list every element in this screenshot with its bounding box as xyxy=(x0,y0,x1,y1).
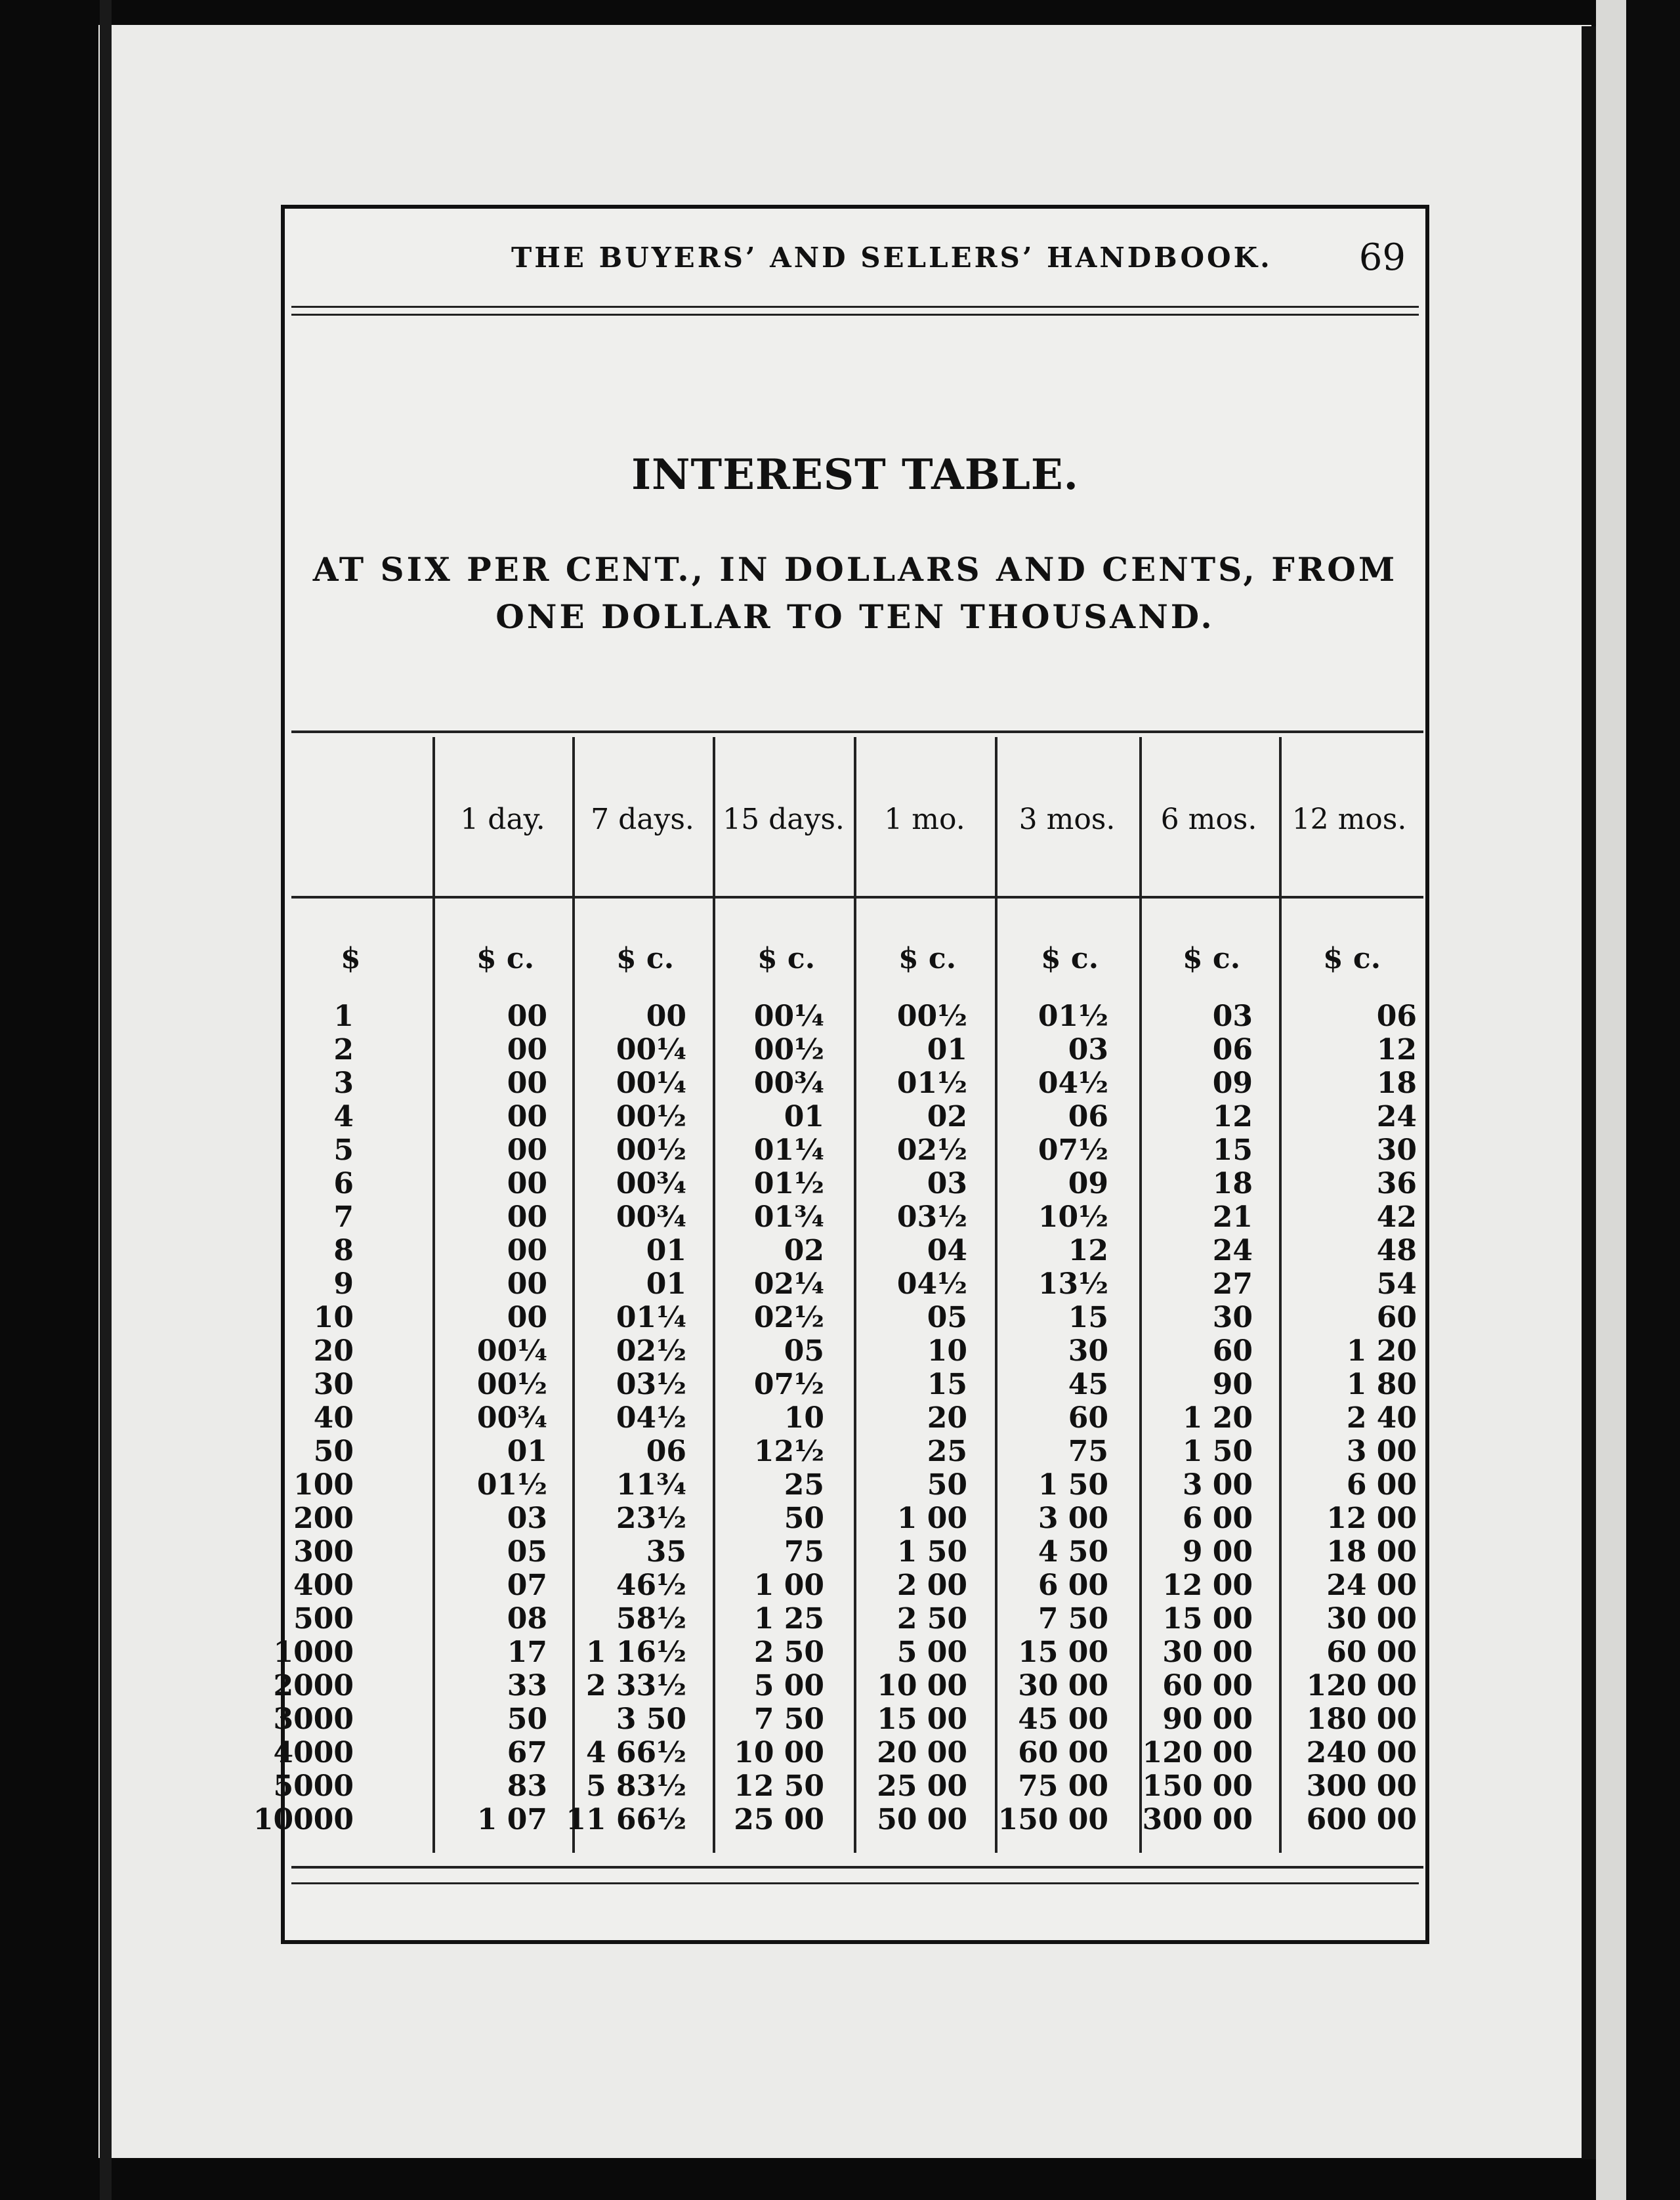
interest-cell: 00 xyxy=(646,1000,686,1033)
interest-cell: 150 00 xyxy=(998,1803,1108,1836)
interest-cell: 60 00 xyxy=(1162,1669,1253,1703)
interest-cell: 24 xyxy=(1212,1234,1253,1267)
interest-cell: 01 xyxy=(507,1435,547,1468)
principal-cell: 40 xyxy=(313,1401,354,1435)
interest-table xyxy=(253,730,1423,1869)
interest-cell: 12 xyxy=(1212,1100,1253,1133)
interest-cell: 1 00 xyxy=(753,1569,824,1602)
principal-cell: 5 xyxy=(333,1133,354,1167)
principal-cell: 1000 xyxy=(273,1636,354,1669)
interest-cell: 17 xyxy=(507,1636,547,1669)
interest-cell: 00 xyxy=(507,1200,547,1234)
interest-cell: 07½ xyxy=(753,1368,824,1401)
unit-label: $ c. xyxy=(616,942,675,975)
interest-cell: 1 50 xyxy=(896,1535,967,1569)
interest-cell: 04½ xyxy=(616,1401,686,1435)
interest-cell: 7 50 xyxy=(1038,1602,1108,1636)
interest-cell: 15 00 xyxy=(1018,1636,1108,1669)
page-edge xyxy=(1582,26,1596,2159)
interest-cell: 06 xyxy=(1212,1033,1253,1067)
interest-cell: 2 50 xyxy=(753,1636,824,1669)
column-header: 1 day. xyxy=(460,803,545,836)
header-rule xyxy=(291,306,1419,308)
book-spine xyxy=(100,0,112,2200)
interest-cell: 01½ xyxy=(753,1167,824,1200)
interest-cell: 6 00 xyxy=(1346,1468,1417,1502)
interest-cell: 05 xyxy=(784,1334,824,1368)
interest-cell: 67 xyxy=(507,1736,547,1769)
interest-cell: 15 xyxy=(1212,1133,1253,1167)
interest-cell: 300 00 xyxy=(1306,1769,1417,1803)
interest-cell: 50 00 xyxy=(877,1803,967,1836)
interest-cell: 20 00 xyxy=(877,1736,967,1769)
interest-cell: 2 50 xyxy=(896,1602,967,1636)
interest-cell: 01½ xyxy=(476,1468,547,1502)
interest-cell: 83 xyxy=(507,1769,547,1803)
running-header xyxy=(285,209,1425,301)
interest-cell: 1 07 xyxy=(476,1803,547,1836)
principal-cell: 50 xyxy=(313,1435,354,1468)
interest-cell: 01½ xyxy=(1038,1000,1108,1033)
interest-cell: 03 xyxy=(1068,1033,1108,1067)
interest-cell: 1 25 xyxy=(753,1602,824,1636)
interest-cell: 21 xyxy=(1212,1200,1253,1234)
interest-cell: 3 50 xyxy=(616,1703,686,1736)
interest-cell: 46½ xyxy=(616,1569,686,1602)
table-title: INTEREST TABLE. xyxy=(631,450,1079,499)
column-header: 1 mo. xyxy=(884,803,965,836)
interest-cell: 75 xyxy=(1068,1435,1108,1468)
principal-cell: 20 xyxy=(313,1334,354,1368)
interest-cell: 00 xyxy=(507,1033,547,1067)
interest-cell: 45 00 xyxy=(1018,1703,1108,1736)
interest-cell: 600 00 xyxy=(1306,1803,1417,1836)
interest-cell: 30 xyxy=(1212,1301,1253,1334)
unit-label: $ xyxy=(341,942,361,975)
principal-cell: 10000 xyxy=(253,1803,354,1836)
principal-cell: 500 xyxy=(293,1602,354,1636)
interest-cell: 1 16½ xyxy=(585,1636,686,1669)
table-header-rule xyxy=(291,896,1423,899)
interest-cell: 3 00 xyxy=(1182,1468,1253,1502)
interest-cell: 6 00 xyxy=(1182,1502,1253,1535)
interest-cell: 00½ xyxy=(753,1033,824,1067)
interest-cell: 07 xyxy=(507,1569,547,1602)
interest-cell: 04½ xyxy=(896,1267,967,1301)
interest-cell: 00 xyxy=(507,1167,547,1200)
unit-label: $ c. xyxy=(1041,942,1099,975)
principal-cell: 7 xyxy=(333,1200,354,1234)
principal-cell: 3000 xyxy=(273,1703,354,1736)
interest-cell: 300 00 xyxy=(1142,1803,1253,1836)
interest-cell: 02 xyxy=(784,1234,824,1267)
interest-cell: 03 xyxy=(507,1502,547,1535)
principal-cell: 100 xyxy=(293,1468,354,1502)
interest-cell: 4 66½ xyxy=(585,1736,686,1769)
interest-cell: 15 00 xyxy=(877,1703,967,1736)
interest-cell: 02½ xyxy=(753,1301,824,1334)
interest-cell: 3 00 xyxy=(1038,1502,1108,1535)
interest-cell: 01 xyxy=(646,1267,686,1301)
interest-cell: 05 xyxy=(927,1301,967,1334)
interest-cell: 02¼ xyxy=(753,1267,824,1301)
column-header: 12 mos. xyxy=(1292,803,1407,836)
interest-cell: 42 xyxy=(1376,1200,1417,1234)
column-header: 3 mos. xyxy=(1018,803,1116,836)
principal-cell: 30 xyxy=(313,1368,354,1401)
interest-cell: 00 xyxy=(507,1067,547,1100)
interest-cell: 00½ xyxy=(896,1000,967,1033)
interest-cell: 10 00 xyxy=(877,1669,967,1703)
interest-cell: 07½ xyxy=(1038,1133,1108,1167)
interest-cell: 75 xyxy=(784,1535,824,1569)
interest-cell: 2 00 xyxy=(896,1569,967,1602)
interest-cell: 20 xyxy=(927,1401,967,1435)
interest-cell: 5 00 xyxy=(753,1669,824,1703)
interest-cell: 120 00 xyxy=(1306,1669,1417,1703)
interest-cell: 25 00 xyxy=(734,1803,824,1836)
interest-cell: 01 xyxy=(784,1100,824,1133)
interest-cell: 24 00 xyxy=(1326,1569,1417,1602)
principal-cell: 4 xyxy=(333,1100,354,1133)
interest-cell: 30 00 xyxy=(1326,1602,1417,1636)
interest-cell: 75 00 xyxy=(1018,1769,1108,1803)
interest-cell: 09 xyxy=(1212,1067,1253,1100)
interest-cell: 35 xyxy=(646,1535,686,1569)
principal-cell: 3 xyxy=(333,1067,354,1100)
interest-cell: 1 50 xyxy=(1038,1468,1108,1502)
table-bottom-rule xyxy=(291,1866,1423,1869)
interest-cell: 00¼ xyxy=(616,1067,686,1100)
interest-cell: 240 00 xyxy=(1306,1736,1417,1769)
principal-cell: 2000 xyxy=(273,1669,354,1703)
interest-cell: 00¼ xyxy=(753,1000,824,1033)
page-number: 69 xyxy=(1358,236,1406,279)
interest-cell: 5 83½ xyxy=(585,1769,686,1803)
interest-cell: 00 xyxy=(507,1301,547,1334)
interest-cell: 33 xyxy=(507,1669,547,1703)
interest-cell: 90 xyxy=(1212,1368,1253,1401)
interest-cell: 50 xyxy=(784,1502,824,1535)
interest-cell: 12 xyxy=(1376,1033,1417,1067)
header-rule-double xyxy=(291,314,1419,316)
interest-cell: 50 xyxy=(507,1703,547,1736)
interest-cell: 05 xyxy=(507,1535,547,1569)
interest-cell: 00 xyxy=(507,1267,547,1301)
interest-cell: 08 xyxy=(507,1602,547,1636)
interest-cell: 7 50 xyxy=(753,1703,824,1736)
interest-cell: 60 00 xyxy=(1326,1636,1417,1669)
interest-cell: 06 xyxy=(1376,1000,1417,1033)
interest-cell: 10 00 xyxy=(734,1736,824,1769)
interest-cell: 02½ xyxy=(896,1133,967,1167)
principal-cell: 8 xyxy=(333,1234,354,1267)
interest-cell: 01¼ xyxy=(753,1133,824,1167)
interest-cell: 25 00 xyxy=(877,1769,967,1803)
interest-cell: 04 xyxy=(927,1234,967,1267)
column-header: 15 days. xyxy=(723,803,845,836)
interest-cell: 1 80 xyxy=(1346,1368,1417,1401)
interest-cell: 02 xyxy=(927,1100,967,1133)
page-frame xyxy=(253,205,1429,1944)
interest-cell: 13½ xyxy=(1038,1267,1108,1301)
unit-label: $ c. xyxy=(898,942,957,975)
unit-label: $ c. xyxy=(757,942,816,975)
interest-cell: 30 00 xyxy=(1018,1669,1108,1703)
interest-cell: 50 xyxy=(927,1468,967,1502)
interest-cell: 36 xyxy=(1376,1167,1417,1200)
running-title: THE BUYERS’ AND SELLERS’ HANDBOOK. xyxy=(511,242,1272,274)
principal-cell: 1 xyxy=(333,1000,354,1033)
interest-cell: 01¼ xyxy=(616,1301,686,1334)
interest-cell: 10½ xyxy=(1038,1200,1108,1234)
column-rule xyxy=(1279,737,1282,1853)
interest-cell: 30 00 xyxy=(1162,1636,1253,1669)
principal-cell: 10 xyxy=(313,1301,354,1334)
principal-cell: 6 xyxy=(333,1167,354,1200)
principal-cell: 200 xyxy=(293,1502,354,1535)
interest-cell: 30 xyxy=(1376,1133,1417,1167)
interest-cell: 00¾ xyxy=(476,1401,547,1435)
interest-cell: 01¾ xyxy=(753,1200,824,1234)
interest-cell: 00½ xyxy=(476,1368,547,1401)
interest-cell: 2 33½ xyxy=(585,1669,686,1703)
interest-cell: 4 50 xyxy=(1038,1535,1108,1569)
interest-cell: 06 xyxy=(646,1435,686,1468)
interest-cell: 12½ xyxy=(753,1435,824,1468)
interest-cell: 18 xyxy=(1212,1167,1253,1200)
principal-cell: 9 xyxy=(333,1267,354,1301)
interest-cell: 48 xyxy=(1376,1234,1417,1267)
interest-cell: 2 40 xyxy=(1346,1401,1417,1435)
interest-cell: 01 xyxy=(646,1234,686,1267)
interest-cell: 23½ xyxy=(616,1502,686,1535)
interest-cell: 3 00 xyxy=(1346,1435,1417,1468)
interest-cell: 02½ xyxy=(616,1334,686,1368)
interest-cell: 5 00 xyxy=(896,1636,967,1669)
column-header: 7 days. xyxy=(591,803,694,836)
column-header: 6 mos. xyxy=(1160,803,1257,836)
interest-cell: 30 xyxy=(1068,1334,1108,1368)
interest-cell: 12 00 xyxy=(1162,1569,1253,1602)
interest-cell: 11 66½ xyxy=(566,1803,686,1836)
interest-cell: 1 20 xyxy=(1346,1334,1417,1368)
principal-cell: 5000 xyxy=(273,1769,354,1803)
interest-cell: 27 xyxy=(1212,1267,1253,1301)
interest-cell: 12 xyxy=(1068,1234,1108,1267)
interest-cell: 54 xyxy=(1376,1267,1417,1301)
interest-cell: 45 xyxy=(1068,1368,1108,1401)
interest-cell: 150 00 xyxy=(1142,1769,1253,1803)
interest-cell: 60 00 xyxy=(1018,1736,1108,1769)
interest-cell: 120 00 xyxy=(1142,1736,1253,1769)
interest-cell: 24 xyxy=(1376,1100,1417,1133)
interest-cell: 00½ xyxy=(616,1100,686,1133)
interest-cell: 00¼ xyxy=(616,1033,686,1067)
unit-label: $ c. xyxy=(1183,942,1241,975)
interest-cell: 60 xyxy=(1068,1401,1108,1435)
interest-cell: 00¾ xyxy=(616,1200,686,1234)
interest-cell: 03½ xyxy=(616,1368,686,1401)
unit-label: $ c. xyxy=(1323,942,1381,975)
unit-label: $ c. xyxy=(476,942,535,975)
interest-cell: 00¾ xyxy=(616,1167,686,1200)
interest-cell: 60 xyxy=(1376,1301,1417,1334)
interest-cell: 10 xyxy=(927,1334,967,1368)
interest-cell: 1 00 xyxy=(896,1502,967,1535)
table-top-rule xyxy=(291,730,1423,733)
principal-cell: 300 xyxy=(293,1535,354,1569)
interest-cell: 12 50 xyxy=(734,1769,824,1803)
interest-cell: 01½ xyxy=(896,1067,967,1100)
interest-cell: 90 00 xyxy=(1162,1703,1253,1736)
interest-cell: 25 xyxy=(784,1468,824,1502)
interest-cell: 03 xyxy=(927,1167,967,1200)
interest-cell: 00 xyxy=(507,1234,547,1267)
interest-cell: 15 xyxy=(1068,1301,1108,1334)
interest-cell: 01 xyxy=(927,1033,967,1067)
interest-cell: 1 50 xyxy=(1182,1435,1253,1468)
interest-cell: 11¾ xyxy=(616,1468,686,1502)
interest-cell: 00½ xyxy=(616,1133,686,1167)
interest-cell: 04½ xyxy=(1038,1067,1108,1100)
interest-cell: 03½ xyxy=(896,1200,967,1234)
interest-cell: 10 xyxy=(784,1401,824,1435)
interest-cell: 9 00 xyxy=(1182,1535,1253,1569)
interest-cell: 1 20 xyxy=(1182,1401,1253,1435)
interest-cell: 58½ xyxy=(616,1602,686,1636)
table-subtitle-line-2: ONE DOLLAR TO TEN THOUSAND. xyxy=(495,597,1215,636)
background-edge xyxy=(1626,0,1680,2200)
table-subtitle-line-1: AT SIX PER CENT., IN DOLLARS AND CENTS, FROM xyxy=(312,550,1398,589)
interest-cell: 03 xyxy=(1212,1000,1253,1033)
principal-cell: 4000 xyxy=(273,1736,354,1769)
interest-cell: 18 00 xyxy=(1326,1535,1417,1569)
principal-cell: 2 xyxy=(333,1033,354,1067)
interest-cell: 60 xyxy=(1212,1334,1253,1368)
interest-cell: 00 xyxy=(507,1100,547,1133)
interest-cell: 06 xyxy=(1068,1100,1108,1133)
interest-cell: 00¼ xyxy=(476,1334,547,1368)
interest-cell: 25 xyxy=(927,1435,967,1468)
interest-cell: 15 xyxy=(927,1368,967,1401)
interest-cell: 15 00 xyxy=(1162,1602,1253,1636)
interest-cell: 180 00 xyxy=(1306,1703,1417,1736)
interest-cell: 18 xyxy=(1376,1067,1417,1100)
footer-rule xyxy=(291,1882,1419,1884)
interest-cell: 09 xyxy=(1068,1167,1108,1200)
interest-cell: 00 xyxy=(507,1133,547,1167)
interest-cell: 00 xyxy=(507,1000,547,1033)
interest-cell: 6 00 xyxy=(1038,1569,1108,1602)
interest-cell: 12 00 xyxy=(1326,1502,1417,1535)
interest-cell: 00¾ xyxy=(753,1067,824,1100)
principal-cell: 400 xyxy=(293,1569,354,1602)
